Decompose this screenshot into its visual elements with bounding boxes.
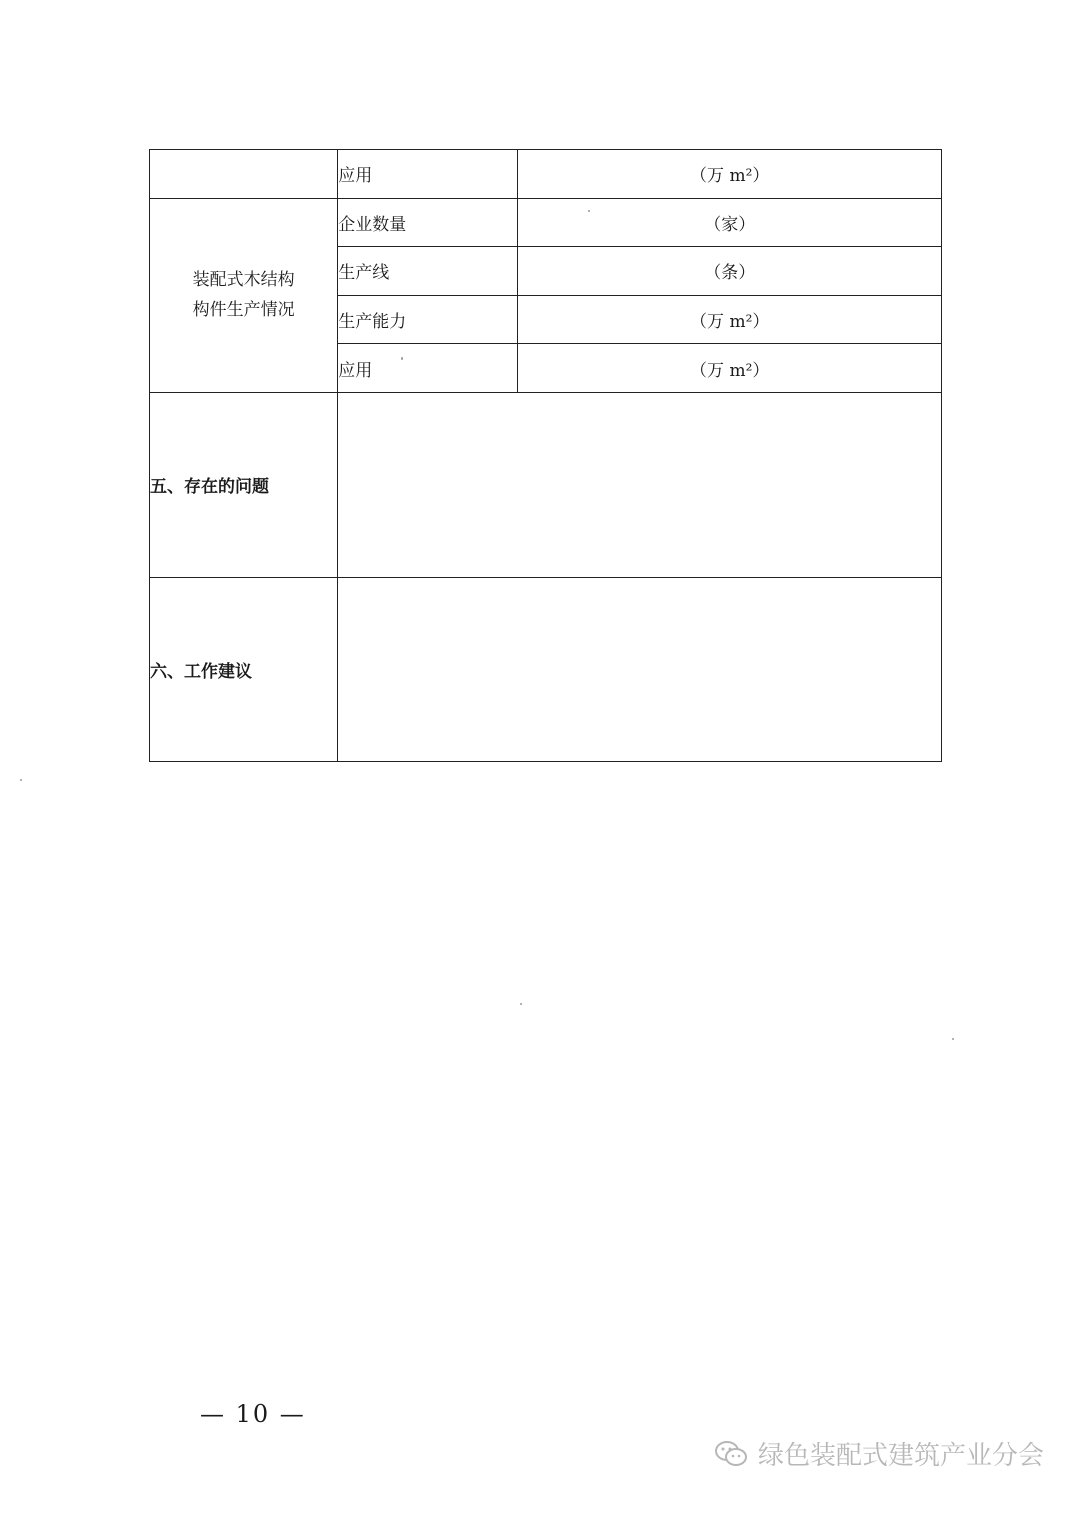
section-suggestions-label: 六、工作建议 bbox=[150, 577, 338, 762]
item-label: 应用 bbox=[338, 150, 518, 199]
unit-cell: （万 m²） bbox=[518, 150, 942, 199]
table-row bbox=[150, 392, 942, 577]
table-row bbox=[150, 198, 942, 247]
page-number: — 10 — bbox=[200, 1400, 306, 1428]
form-table bbox=[149, 149, 942, 762]
group-label-line: 构件生产情况 bbox=[192, 300, 295, 321]
table-row bbox=[150, 150, 942, 199]
wechat-icon bbox=[714, 1440, 748, 1468]
scan-speck bbox=[952, 1038, 954, 1040]
scan-speck bbox=[520, 1003, 522, 1005]
item-label: 生产能力 bbox=[338, 295, 518, 344]
section-problems-content bbox=[338, 392, 942, 577]
group-label-line: 装配式木结构 bbox=[192, 270, 295, 291]
section-problems-label: 五、存在的问题 bbox=[150, 392, 338, 577]
unit-cell: （万 m²） bbox=[518, 344, 942, 393]
watermark bbox=[714, 1435, 1044, 1472]
empty-cell bbox=[150, 150, 338, 199]
unit-cell: （条） bbox=[518, 247, 942, 296]
unit-cell: （万 m²） bbox=[518, 295, 942, 344]
scan-speck bbox=[401, 357, 403, 360]
item-label: 企业数量 bbox=[338, 198, 518, 247]
item-label: 应用 bbox=[338, 344, 518, 393]
scan-speck bbox=[20, 779, 22, 781]
section-suggestions-content bbox=[338, 577, 942, 762]
wood-structure-group-label bbox=[150, 198, 338, 392]
scan-speck bbox=[588, 210, 590, 212]
item-label: 生产线 bbox=[338, 247, 518, 296]
watermark-text: 绿色装配式建筑产业分会 bbox=[757, 1441, 1044, 1471]
unit-cell: （家） bbox=[518, 198, 942, 247]
table-row bbox=[150, 577, 942, 762]
